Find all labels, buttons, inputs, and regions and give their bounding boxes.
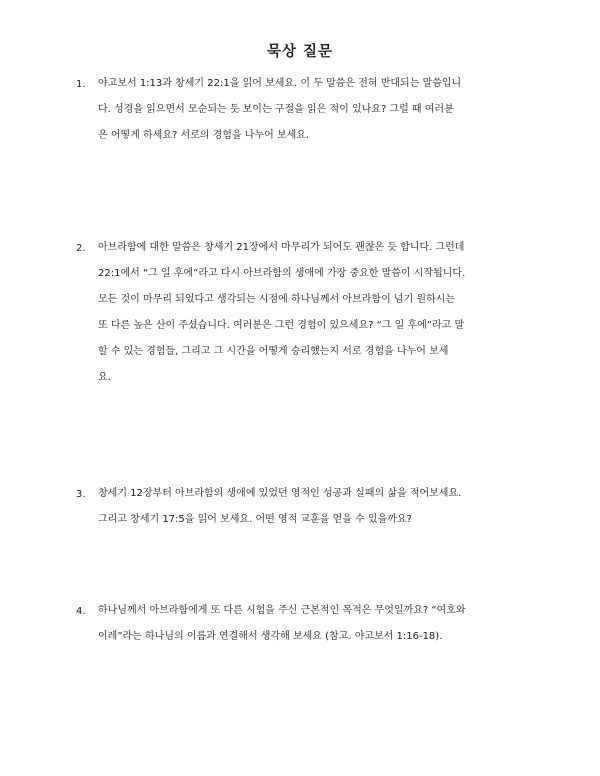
question-line: 야고보서 1:13과 창세기 22:1을 읽어 보세요. 이 두 말씀은 전혀 반대되는 말씀입니: [98, 78, 462, 89]
question-line: 이레”라는 하나님의 이름과 연결해서 생각해 보세요 (참고. 야고보서 1:16-18).: [98, 631, 443, 642]
question-line: 모든 것이 마무리 되었다고 생각되는 시점에 하나님께서 아브라함이 넘기 원하시는: [98, 294, 456, 305]
question-text: [98, 235, 526, 391]
question-text: [98, 598, 526, 650]
question-line: 22:1에서 “그 일 후에”라고 다시 아브라함의 생애에 가장 중요한 말씀이 시작됩니다.: [98, 268, 466, 279]
question-line: 다. 성경을 읽으면서 모순되는 듯 보이는 구절을 읽은 적이 있나요? 그럴 때 여러분: [98, 104, 454, 115]
question-number: 1.: [76, 79, 86, 90]
question-number: 4.: [76, 606, 86, 617]
question-line: 요.: [98, 372, 111, 383]
question-line: 할 수 있는 경험들, 그리고 그 시간을 어떻게 승리했는지 서로 경험을 나누어 보세: [98, 346, 449, 357]
question-line: 아브라함에 대한 말씀은 창세기 21장에서 마무리가 되어도 괜찮은 듯 합니다. 그런데: [98, 242, 465, 253]
question-line: 하나님께서 아브라함에게 또 다른 시험을 주신 근본적인 목적은 무엇일까요? “여호와: [98, 605, 466, 616]
question-line: 창세기 12장부터 아브라함의 생애에 있었던 영적인 성공과 실패의 삶을 적어보세요.: [98, 488, 462, 499]
question-3: [76, 481, 526, 533]
page-title: 묵상 질문: [266, 44, 334, 60]
question-2: [76, 235, 526, 391]
question-1: [76, 71, 526, 149]
question-text: [98, 71, 526, 149]
question-4: [76, 598, 526, 650]
question-number: 2.: [76, 243, 86, 254]
question-text: [98, 481, 526, 533]
question-line: 또 다른 높은 산이 주셨습니다. 여러분은 그런 경험이 있으세요? “그 일 후에”라고 말: [98, 320, 465, 331]
question-line: 그리고 창세기 17:5을 읽어 보세요. 어떤 영적 교훈을 얻을 수 있을까요?: [98, 514, 412, 525]
question-line: 은 어떻게 하세요? 서로의 경험을 나누어 보세요.: [98, 130, 310, 141]
question-number: 3.: [76, 489, 86, 500]
